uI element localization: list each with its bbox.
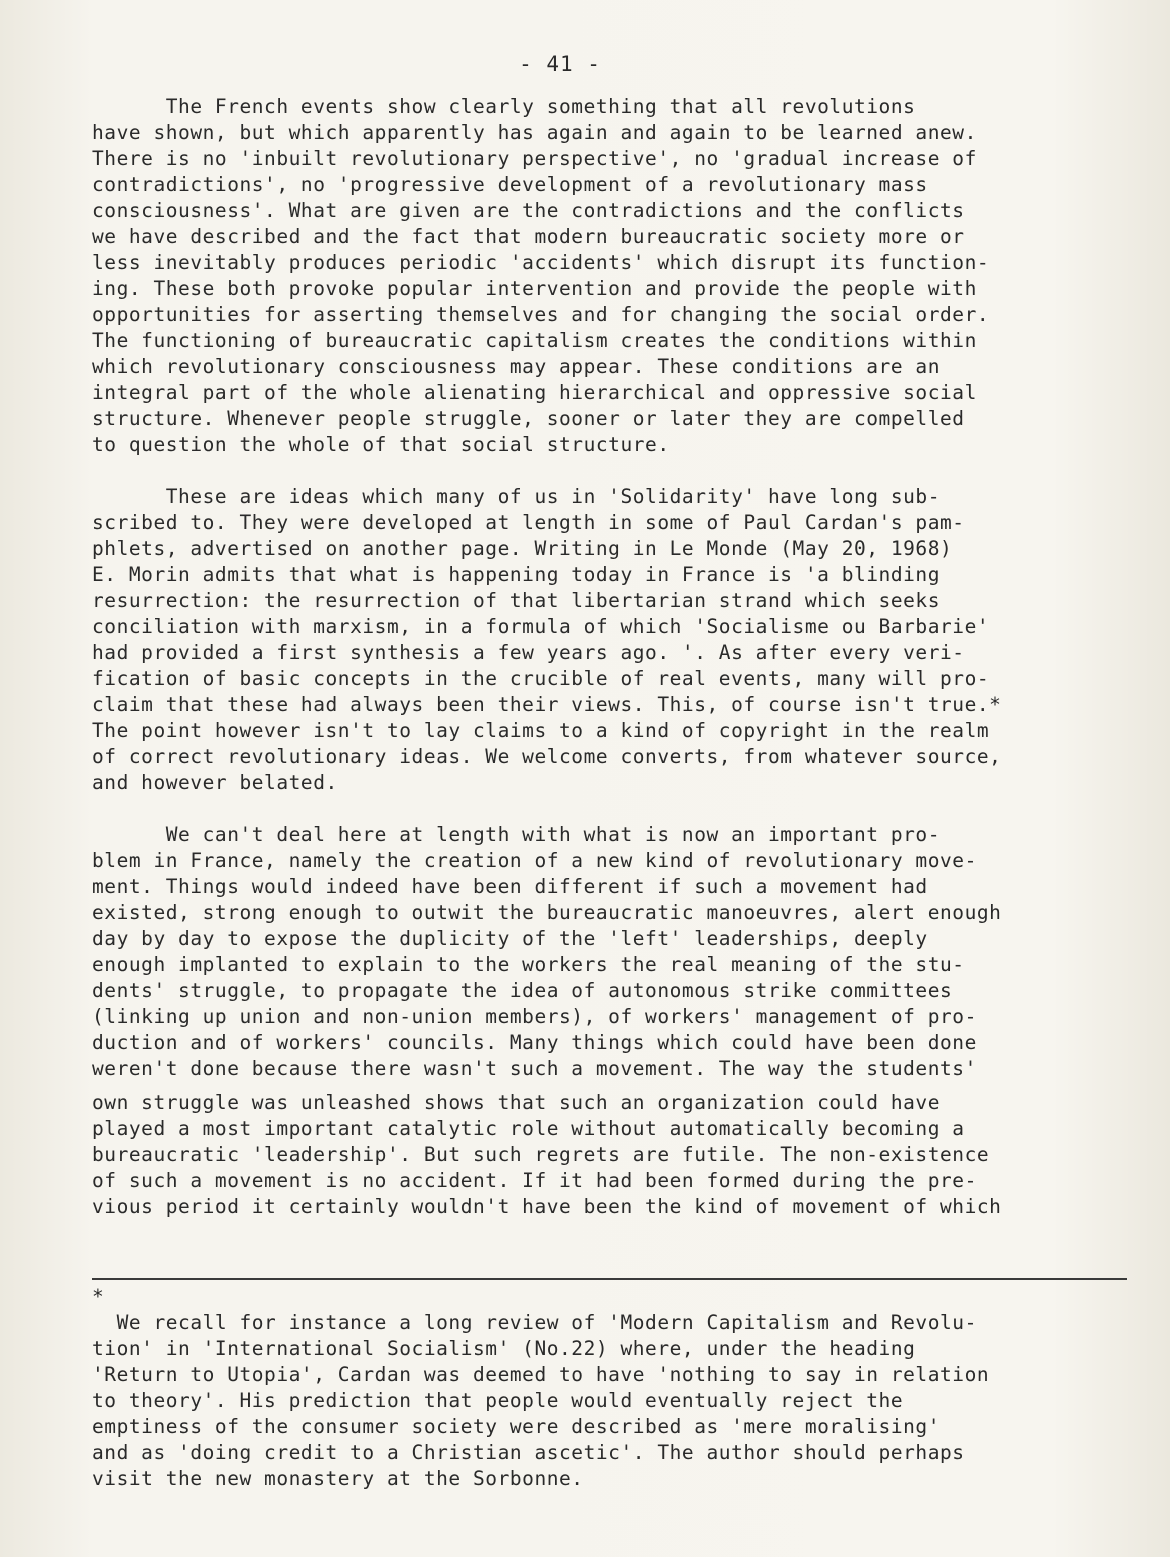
text-line: played a most important catalytic role without automatically becoming a bbox=[92, 1117, 965, 1140]
text-line: to question the whole of that social structure. bbox=[92, 433, 670, 456]
text-line: resurrection: the resurrection of that libertarian strand which seeks bbox=[92, 589, 941, 612]
text-line: enough implanted to explain to the workers the real meaning of the stu- bbox=[92, 953, 965, 976]
text-line: less inevitably produces periodic 'accidents' which disrupt its function- bbox=[92, 251, 990, 274]
text-line: contradictions', no 'progressive development of a revolutionary mass bbox=[92, 173, 928, 196]
text-line: and however belated. bbox=[92, 771, 338, 794]
footnote-line: visit the new monastery at the Sorbonne. bbox=[92, 1467, 584, 1490]
footnote-marker: * bbox=[92, 1285, 105, 1308]
text-line: ment. Things would indeed have been different if such a movement had bbox=[92, 875, 928, 898]
text-line: weren't done because there wasn't such a movement. The way the students' bbox=[92, 1057, 977, 1080]
text-line: conciliation with marxism, in a formula of which 'Socialisme ou Barbarie' bbox=[92, 615, 990, 638]
paragraph-gap bbox=[92, 796, 1132, 822]
page-number: - 41 - bbox=[519, 52, 601, 76]
text-line: structure. Whenever people struggle, sooner or later they are compelled bbox=[92, 407, 965, 430]
footnote-line: and as 'doing credit to a Christian ascetic'. The author should perhaps bbox=[92, 1441, 965, 1464]
text-line: own struggle was unleashed shows that such an organization could have bbox=[92, 1091, 941, 1114]
text-line: These are ideas which many of us in 'Solidarity' have long sub- bbox=[92, 485, 941, 508]
text-line: The point however isn't to lay claims to a kind of copyright in the realm bbox=[92, 719, 990, 742]
text-line: existed, strong enough to outwit the bureaucratic manoeuvres, alert enough bbox=[92, 901, 1002, 924]
text-line: phlets, advertised on another page. Writing in Le Monde (May 20, 1968) bbox=[92, 537, 953, 560]
text-line: (linking up union and non-union members), of workers' management of pro- bbox=[92, 1005, 977, 1028]
text-line: day by day to expose the duplicity of the 'left' leaderships, deeply bbox=[92, 927, 928, 950]
text-line: scribed to. They were developed at length in some of Paul Cardan's pam- bbox=[92, 511, 965, 534]
text-line: fication of basic concepts in the crucible of real events, many will pro- bbox=[92, 667, 990, 690]
footnote bbox=[92, 1284, 1132, 1492]
text-line: integral part of the whole alienating hierarchical and oppressive social bbox=[92, 381, 977, 404]
text-line: duction and of workers' councils. Many things which could have been done bbox=[92, 1031, 977, 1054]
text-line: opportunities for asserting themselves and for changing the social order. bbox=[92, 303, 990, 326]
footnote-line: tion' in 'International Socialism' (No.22) where, under the heading bbox=[92, 1337, 916, 1360]
line-gap bbox=[92, 1082, 1132, 1090]
footnote-line: 'Return to Utopia', Cardan was deemed to have 'nothing to say in relation bbox=[92, 1363, 990, 1386]
text-line: of such a movement is no accident. If it had been formed during the pre- bbox=[92, 1169, 977, 1192]
text-line: ing. These both provoke popular intervention and provide the people with bbox=[92, 277, 977, 300]
text-line: blem in France, namely the creation of a new kind of revolutionary move- bbox=[92, 849, 977, 872]
text-line: There is no 'inbuilt revolutionary perspective', no 'gradual increase of bbox=[92, 147, 977, 170]
paragraph-gap bbox=[92, 458, 1132, 484]
text-line: bureaucratic 'leadership'. But such regrets are futile. The non-existence bbox=[92, 1143, 990, 1166]
text-line: claim that these had always been their views. This, of course isn't true.* bbox=[92, 693, 1002, 716]
text-line: The French events show clearly something that all revolutions bbox=[92, 95, 916, 118]
text-line: of correct revolutionary ideas. We welcome converts, from whatever source, bbox=[92, 745, 1002, 768]
body-text bbox=[92, 94, 1132, 1220]
paragraph-3 bbox=[92, 822, 1132, 1220]
paragraph-2 bbox=[92, 484, 1132, 796]
text-line: E. Morin admits that what is happening today in France is 'a blinding bbox=[92, 563, 941, 586]
text-line: The functioning of bureaucratic capitalism creates the conditions within bbox=[92, 329, 977, 352]
text-line: had provided a first synthesis a few years ago. '. As after every veri- bbox=[92, 641, 965, 664]
footnote-line: to theory'. His prediction that people would eventually reject the bbox=[92, 1389, 904, 1412]
text-line: dents' struggle, to propagate the idea of autonomous strike committees bbox=[92, 979, 953, 1002]
paragraph-1 bbox=[92, 94, 1132, 458]
text-line: have shown, but which apparently has again and again to be learned anew. bbox=[92, 121, 977, 144]
footnote-line: emptiness of the consumer society were described as 'mere moralising' bbox=[92, 1415, 941, 1438]
text-line: We can't deal here at length with what is now an important pro- bbox=[92, 823, 941, 846]
text-line: which revolutionary consciousness may appear. These conditions are an bbox=[92, 355, 941, 378]
text-line: we have described and the fact that modern bureaucratic society more or bbox=[92, 225, 965, 248]
text-line: vious period it certainly wouldn't have been the kind of movement of which bbox=[92, 1195, 1002, 1218]
footnote-divider bbox=[92, 1278, 1127, 1280]
footnote-line: We recall for instance a long review of 'Modern Capitalism and Revolu- bbox=[92, 1311, 977, 1334]
text-line: consciousness'. What are given are the contradictions and the conflicts bbox=[92, 199, 965, 222]
